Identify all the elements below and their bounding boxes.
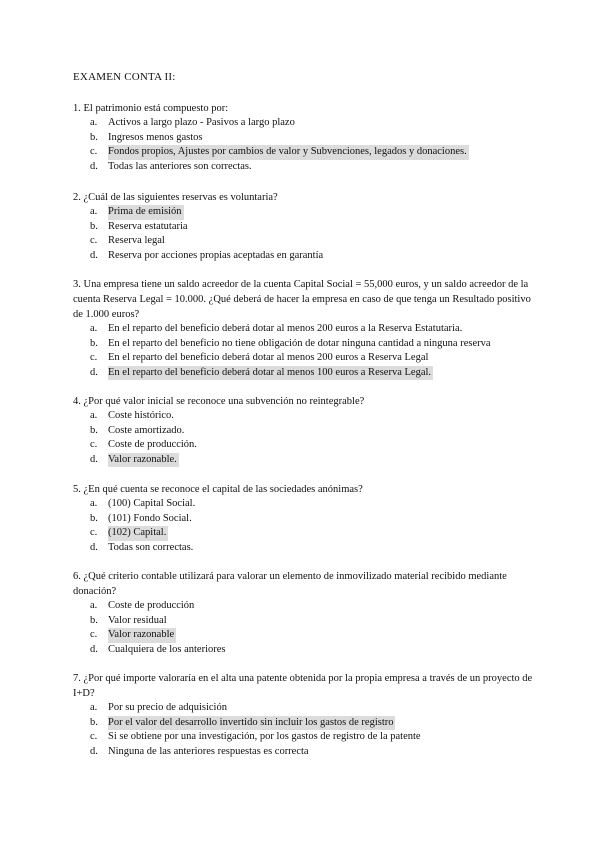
option-letter: a. <box>90 117 98 128</box>
option-b[interactable] <box>73 220 543 235</box>
option-text: Ingresos menos gastos <box>108 131 203 143</box>
option-letter: b. <box>90 512 98 524</box>
question-2 <box>73 190 543 263</box>
option-letter: b. <box>90 424 98 436</box>
option-text: Prima de emisión <box>108 205 184 220</box>
option-letter: d. <box>90 160 98 172</box>
option-letter: b. <box>90 220 98 232</box>
option-text: Reserva estatutaria <box>108 220 188 232</box>
option-letter: a. <box>90 498 98 509</box>
option-b[interactable] <box>73 614 543 629</box>
option-a[interactable] <box>73 322 543 337</box>
option-d[interactable] <box>73 160 543 175</box>
option-c-selected[interactable] <box>73 145 543 160</box>
option-letter: a. <box>90 323 98 334</box>
option-text: Ninguna de las anteriores respuestas es correcta <box>108 745 309 757</box>
option-text: Activos a largo plazo - Pasivos a largo plazo <box>108 117 295 128</box>
question-3 <box>73 277 543 380</box>
option-text: Valor razonable <box>108 628 176 643</box>
option-letter: a. <box>90 410 98 421</box>
option-letter: b. <box>90 131 98 143</box>
option-letter: a. <box>90 206 98 217</box>
option-letter: c. <box>90 439 98 450</box>
options-list <box>73 409 543 467</box>
option-text: Todas son correctas. <box>108 541 194 553</box>
option-letter: c. <box>90 731 98 742</box>
option-text: (100) Capital Social. <box>108 498 196 509</box>
question-text: 6. ¿Qué criterio contable utilizará para valorar un elemento de inmovilizado material recibido mediante donación? <box>73 571 507 597</box>
option-letter: c. <box>90 146 98 157</box>
option-letter: c. <box>90 235 98 246</box>
option-letter: b. <box>90 614 98 626</box>
option-d-selected[interactable] <box>73 453 543 468</box>
option-text: En el reparto del beneficio deberá dotar al menos 200 euros a Reserva Legal <box>108 352 429 363</box>
option-d[interactable] <box>73 745 543 760</box>
option-d[interactable] <box>73 643 543 658</box>
option-d[interactable] <box>73 249 543 264</box>
option-b[interactable] <box>73 337 543 352</box>
option-text: En el reparto del beneficio deberá dotar al menos 200 euros a la Reserva Estatutaria. <box>108 323 463 334</box>
option-letter: d. <box>90 249 98 261</box>
question-4 <box>73 394 543 467</box>
option-b[interactable] <box>73 424 543 439</box>
option-d-selected[interactable] <box>73 366 543 381</box>
option-letter: c. <box>90 527 98 538</box>
options-list <box>73 599 543 657</box>
option-letter: d. <box>90 366 98 378</box>
option-text: Si se obtiene por una investigación, por los gastos de registro de la patente <box>108 731 421 742</box>
exam-title: EXAMEN CONTA II: <box>73 71 176 83</box>
option-a-selected[interactable] <box>73 205 543 220</box>
option-letter: a. <box>90 702 98 713</box>
option-text: En el reparto del beneficio deberá dotar al menos 100 euros a Reserva Legal. <box>108 366 433 381</box>
option-b[interactable] <box>73 131 543 146</box>
option-text: Reserva por acciones propias aceptadas en garantía <box>108 249 324 261</box>
question-text: 2. ¿Cuál de las siguientes reservas es voluntaria? <box>73 192 278 203</box>
option-d[interactable] <box>73 541 543 556</box>
option-c[interactable] <box>73 351 543 366</box>
option-letter: b. <box>90 716 98 728</box>
option-letter: c. <box>90 629 98 640</box>
option-text: Fondos propios, Ajustes por cambios de valor y Subvenciones, legados y donaciones. <box>108 145 469 160</box>
option-c-selected[interactable] <box>73 526 543 541</box>
option-letter: d. <box>90 643 98 655</box>
option-text: Por el valor del desarrollo invertido sin incluir los gastos de registro <box>108 716 395 731</box>
option-a[interactable] <box>73 701 543 716</box>
question-text: 7. ¿Por qué importe valoraría en el alta una patente obtenida por la propia empresa a través de un proyecto de I+D? <box>73 673 533 699</box>
option-a[interactable] <box>73 599 543 614</box>
question-text: 3. Una empresa tiene un saldo acreedor de la cuenta Capital Social = 55,000 euros, y un saldo acreedor de la cuenta Reserva Legal = 10.000. ¿Qué deberá de hacer la empresa en caso de que tenga un Resultado positivo de 1.000 euros? <box>73 279 531 320</box>
question-text: 5. ¿En qué cuenta se reconoce el capital de las sociedades anónimas? <box>73 484 363 495</box>
option-text: Coste histórico. <box>108 410 174 421</box>
option-a[interactable] <box>73 409 543 424</box>
option-text: (102) Capital. <box>108 526 168 541</box>
options-list <box>73 497 543 555</box>
option-letter: a. <box>90 600 98 611</box>
question-text: 1. El patrimonio está compuesto por: <box>73 103 229 114</box>
option-letter: d. <box>90 541 98 553</box>
option-text: (101) Fondo Social. <box>108 512 192 524</box>
option-a[interactable] <box>73 497 543 512</box>
option-text: Reserva legal <box>108 235 165 246</box>
question-1 <box>73 101 543 174</box>
option-letter: d. <box>90 745 98 757</box>
option-letter: c. <box>90 352 98 363</box>
option-c[interactable] <box>73 730 543 745</box>
option-text: Por su precio de adquisición <box>108 702 227 713</box>
option-text: En el reparto del beneficio no tiene obligación de dotar ninguna cantidad a ninguna reserva <box>108 337 491 349</box>
option-text: Cualquiera de los anteriores <box>108 643 226 655</box>
option-text: Coste de producción <box>108 600 195 611</box>
options-list <box>73 701 543 759</box>
option-c[interactable] <box>73 438 543 453</box>
question-6 <box>73 569 543 657</box>
question-5 <box>73 482 543 555</box>
option-text: Valor razonable. <box>108 453 179 468</box>
option-text: Todas las anteriores son correctas. <box>108 160 252 172</box>
question-text: 4. ¿Por qué valor inicial se reconoce una subvención no reintegrable? <box>73 396 365 407</box>
option-c-selected[interactable] <box>73 628 543 643</box>
option-a[interactable] <box>73 116 543 131</box>
option-b-selected[interactable] <box>73 716 543 731</box>
options-list <box>73 205 543 263</box>
question-7 <box>73 671 543 759</box>
option-text: Valor residual <box>108 614 167 626</box>
options-list <box>73 116 543 174</box>
option-b[interactable] <box>73 512 543 527</box>
option-c[interactable] <box>73 234 543 249</box>
option-letter: d. <box>90 453 98 465</box>
options-list <box>73 322 543 380</box>
option-text: Coste de producción. <box>108 439 197 450</box>
option-text: Coste amortizado. <box>108 424 185 436</box>
option-letter: b. <box>90 337 98 349</box>
